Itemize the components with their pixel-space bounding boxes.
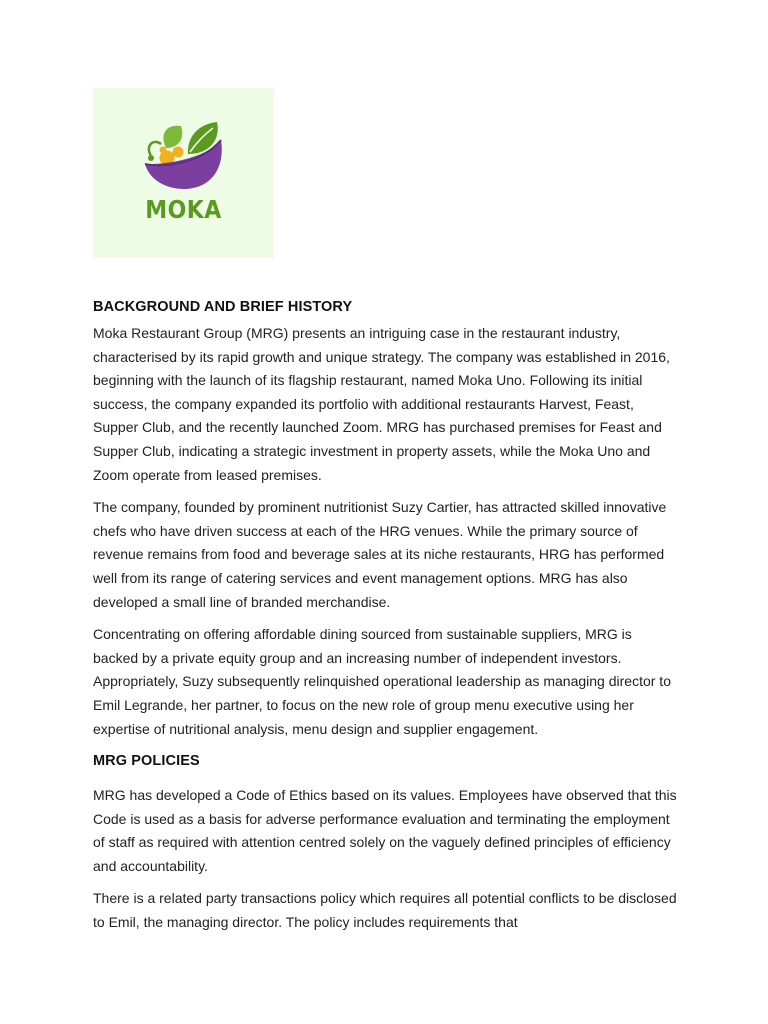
- salad-bowl-icon: [93, 88, 274, 258]
- document-page: [93, 88, 678, 935]
- paragraph: The company, founded by prominent nutritionist Suzy Cartier, has attracted skilled innovative chefs who have driven success at each of the HRG venues. While the primary source of revenue remains from food and beverage sales at its niche restaurants, HRG has performed well from its range of catering services and event management options. MRG has also developed a small line of branded merchandise.: [93, 499, 667, 610]
- paragraph: Moka Restaurant Group (MRG) presents an intriguing case in the restaurant industry, characterised by its rapid growth and unique strategy. The company was established in 2016, beginning with the launch of its flagship restaurant, named Moka Uno. Following its initial success, the company expanded its portfolio with additional restaurants Harvest, Feast, Supper Club, and the recently launched Zoom. MRG has purchased premises for Feast and Supper Club, indicating a strategic investment in property assets, while the Moka Uno and Zoom operate from leased premises.: [93, 325, 670, 483]
- paragraph: Concentrating on offering affordable dining sourced from sustainable suppliers, MRG is backed by a private equity group and an increasing number of independent investors. Appropriately, Suzy subsequently relinquished operational leadership as managing director to Emil Legrande, her partner, to focus on the new role of group menu executive using her expertise of nutritional analysis, menu design and supplier engagement.: [93, 626, 671, 737]
- paragraph: MRG has developed a Code of Ethics based on its values. Employees have observed that this Code is used as a basis for adverse performance evaluation and terminating the employment of staff as required with attention centred solely on the vaguely defined principles of efficiency and accountability.: [93, 787, 677, 874]
- section-heading-background: BACKGROUND AND BRIEF HISTORY: [93, 299, 353, 315]
- section-heading-policies: MRG POLICIES: [93, 753, 200, 770]
- paragraph: There is a related party transactions policy which requires all potential conflicts to be disclosed to Emil, the managing director. The policy includes requirements that: [93, 890, 677, 931]
- moka-logo: [93, 88, 274, 258]
- logo-wordmark: MOKA: [145, 195, 222, 224]
